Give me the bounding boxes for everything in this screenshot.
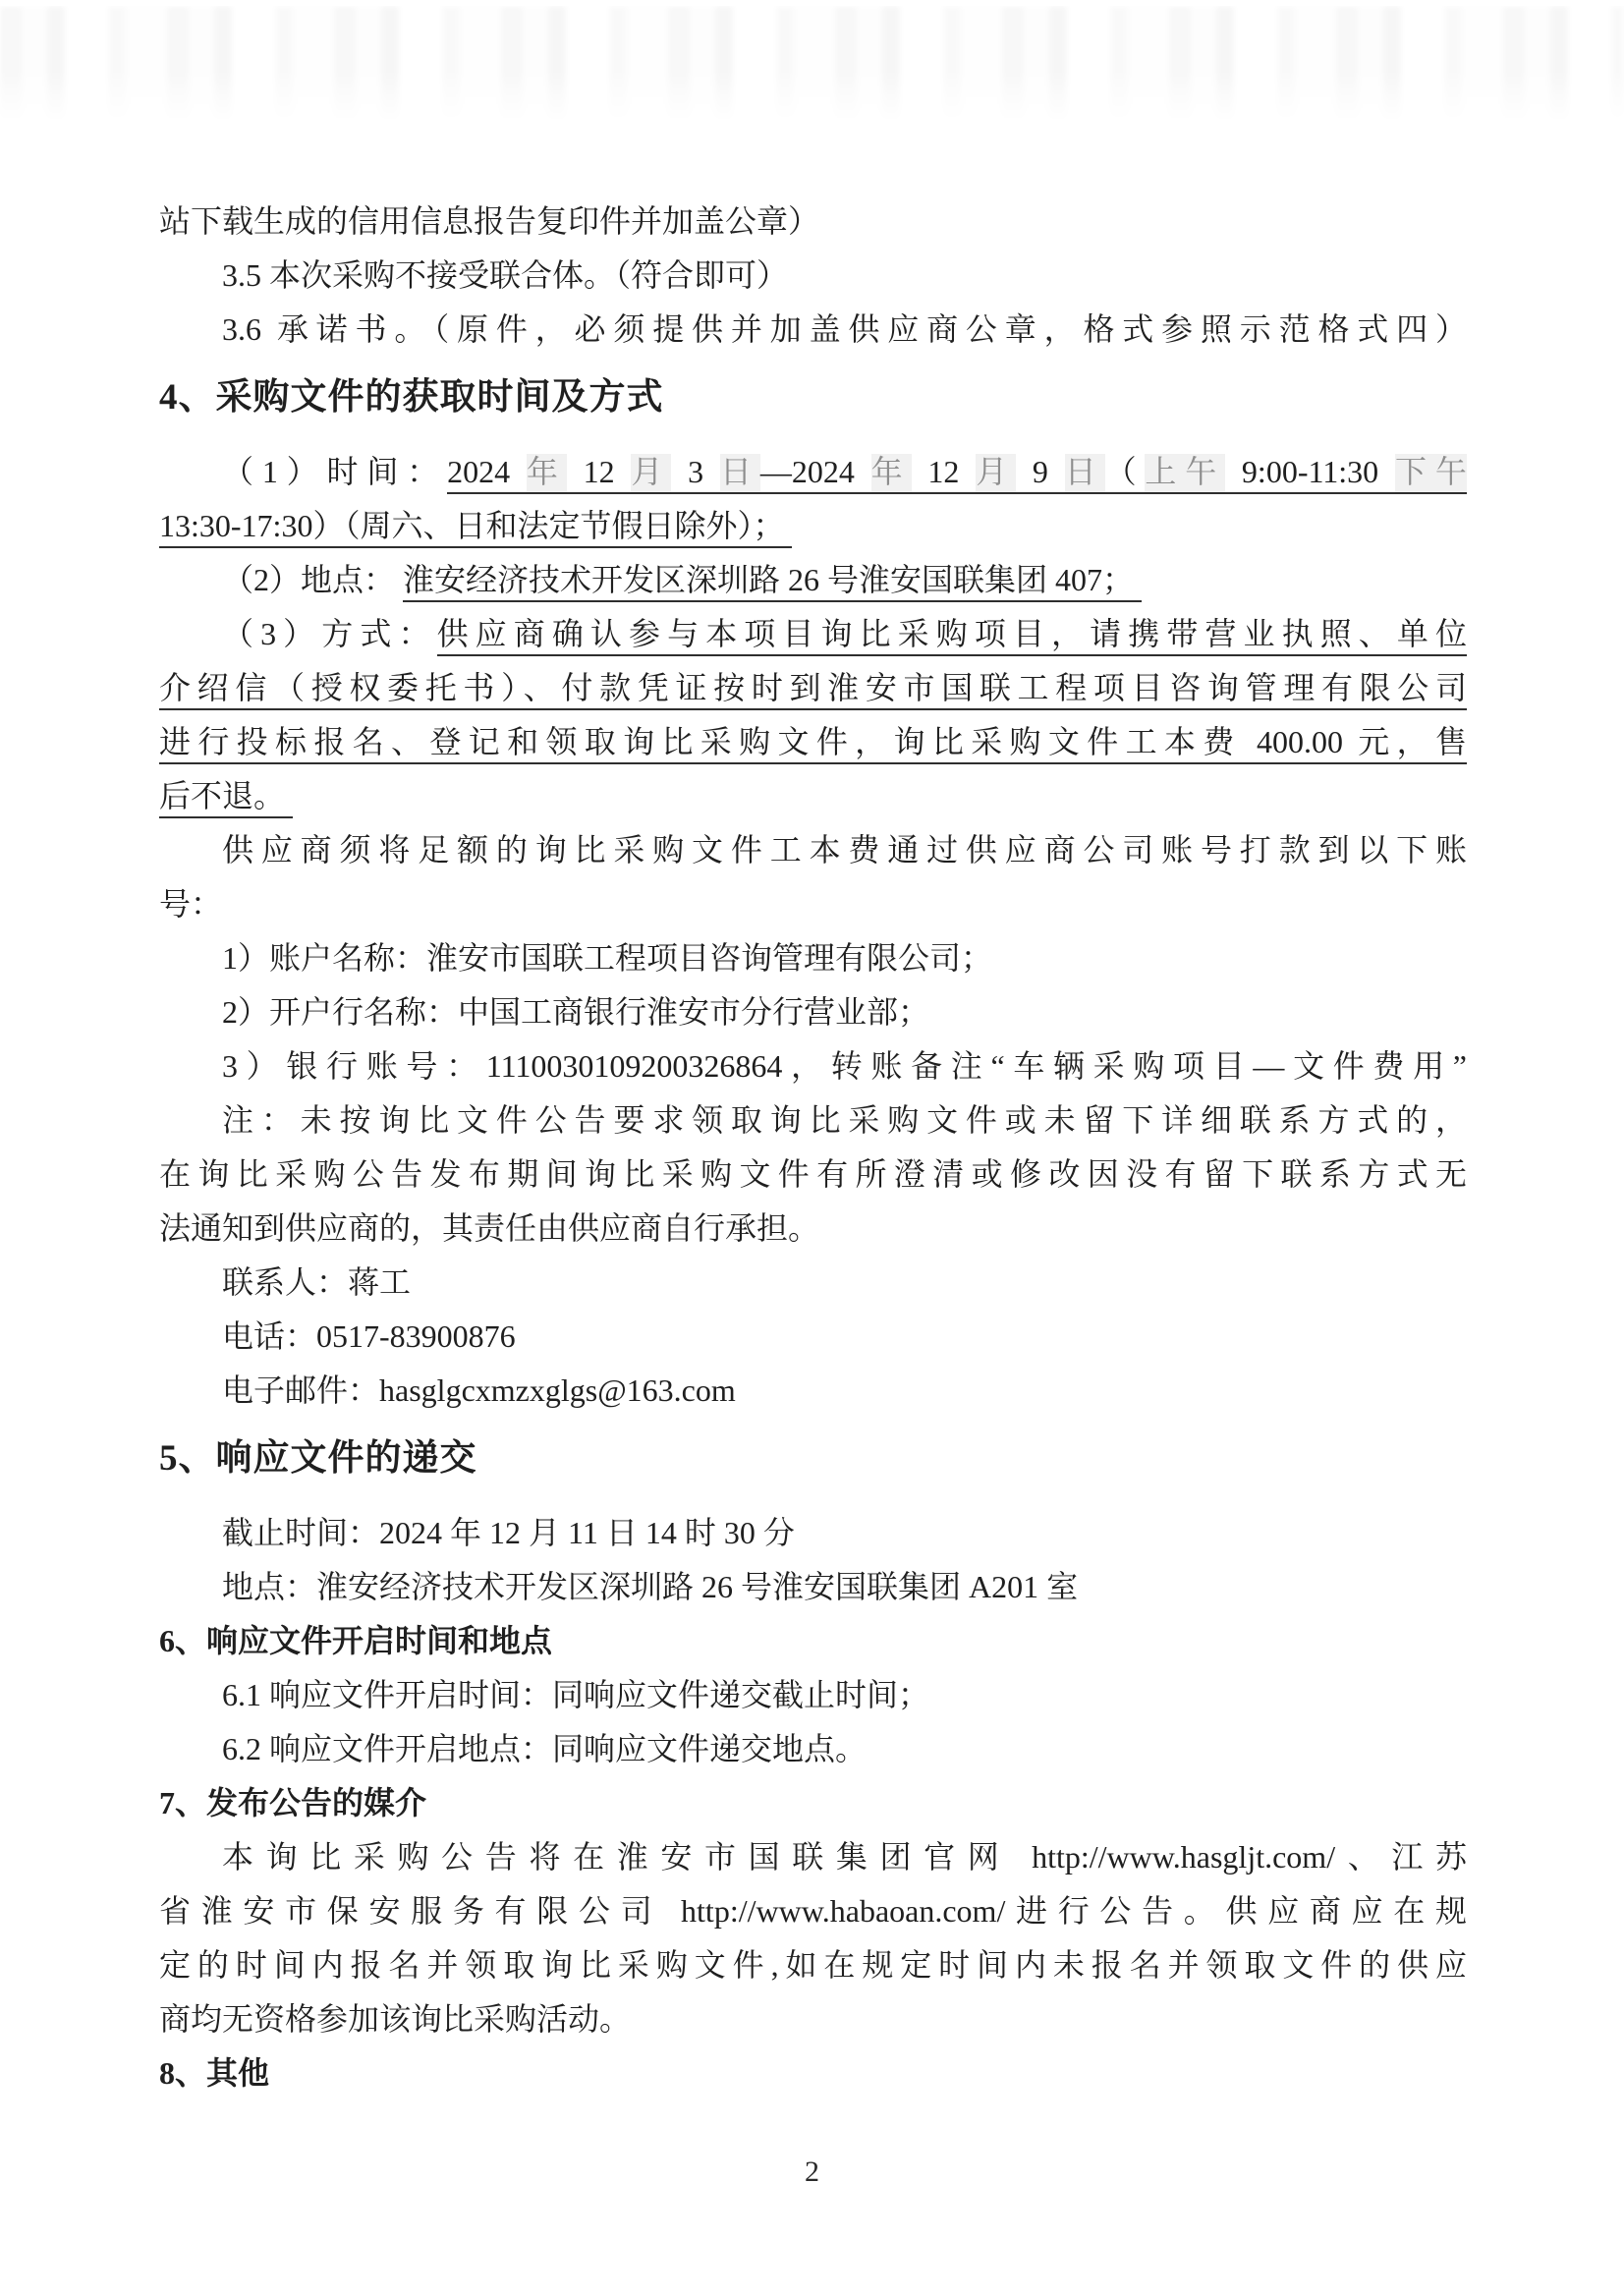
text-segment: 电话： [222, 1318, 317, 1354]
text-segment: 下午 [1395, 454, 1467, 494]
text-segment: 年 [871, 454, 912, 494]
text-segment: 3 [671, 454, 720, 494]
line-obtain-time-2 [159, 499, 1467, 553]
text-segment: 6.1 响应文件开启时间：同响应文件递交截止时间； [222, 1677, 930, 1712]
text-segment: 3.6 承诺书。（原件，必须提供并加盖供应商公章，格式参照示范格式四） [222, 311, 1467, 347]
item-6-1 [159, 1668, 1467, 1722]
email-address: hasglgcxmzxglgs@163.com [379, 1372, 736, 1408]
text-segment: 号： [159, 886, 223, 922]
line-obtain-method-3 [159, 715, 1467, 769]
heading-section-4 [159, 366, 1467, 429]
url-hasgljt: http://www.hasgljt.com/ [1032, 1839, 1336, 1875]
para-payment-1 [159, 823, 1467, 877]
text-segment: 6、响应文件开启时间和地点 [159, 1623, 553, 1658]
item-3-5 [159, 249, 1467, 303]
text-segment: 6.2 响应文件开启地点：同响应文件递交地点。 [222, 1731, 868, 1766]
contact-email [159, 1364, 1467, 1418]
text-segment: 法通知到供应商的，其责任由供应商自行承担。 [159, 1210, 820, 1246]
text-segment: （2）地点： [222, 562, 404, 597]
url-habaoan: http://www.habaoan.com/ [681, 1893, 1006, 1929]
text-segment: 9:00-11:30 [1225, 454, 1395, 494]
note-line-3 [159, 1202, 1467, 1256]
text-segment: 12 [912, 454, 977, 494]
text-segment: 日 [720, 454, 760, 494]
text-segment: （3）方式： [222, 616, 437, 651]
para-media-1 [159, 1830, 1467, 1884]
item-bank-name [159, 985, 1467, 1039]
text-segment: 淮安经济技术开发区深圳路 26 号淮安国联集团 407； [403, 562, 1142, 602]
text-segment: 供应商须将足额的询比采购文件工本费通过供应商公司账号打款到以下账 [222, 832, 1467, 868]
bank-account-number: 1110030109200326864 [485, 1048, 783, 1084]
text-segment: 3.5 本次采购不接受联合体。（符合即可） [222, 257, 789, 293]
scan-bleed-artifact [0, 6, 1624, 124]
text-segment: 日 [1065, 454, 1105, 494]
text-segment: 联系人：蒋工 [222, 1264, 412, 1300]
text-segment: 4、采购文件的获取时间及方式 [159, 377, 664, 418]
text-segment: 、江苏 [1335, 1839, 1467, 1875]
line-submit-deadline [159, 1506, 1467, 1560]
contact-phone [159, 1310, 1467, 1364]
item-6-2 [159, 1722, 1467, 1776]
text-segment: 1）账户名称：淮安市国联工程项目咨询管理有限公司； [222, 940, 993, 976]
text-segment: 本询比采购公告将在淮安市国联集团官网 [222, 1839, 1033, 1875]
line-obtain-method-1 [159, 607, 1467, 661]
text-segment: 9 [1016, 454, 1065, 494]
text-segment: 省淮安市保安服务有限公司 [159, 1893, 682, 1929]
item-bank-account [159, 1039, 1467, 1093]
text-segment: —2024 [760, 454, 871, 494]
text-segment: 供应商确认参与本项目询比采购项目，请携带营业执照、单位 [437, 616, 1467, 656]
heading-section-7 [159, 1776, 1467, 1830]
text-segment: 月 [631, 454, 671, 494]
text-segment: 截止时间：2024 年 12 月 11 日 14 时 30 分 [222, 1515, 795, 1550]
text-segment: 2）开户行名称：中国工商银行淮安市分行营业部； [222, 994, 930, 1030]
line-obtain-location [159, 553, 1467, 607]
text-segment: 定的时间内报名并领取询比采购文件,如在规定时间内未报名并领取文件的供应 [159, 1947, 1467, 1983]
text-segment: 5、响应文件的递交 [159, 1438, 477, 1479]
text-segment: 站下载生成的信用信息报告复印件并加盖公章） [159, 203, 820, 239]
para-media-2 [159, 1884, 1467, 1938]
document-body [159, 195, 1467, 2100]
item-account-name [159, 931, 1467, 985]
note-line-2 [159, 1148, 1467, 1202]
text-segment: 进行投标报名、登记和领取询比采购文件，询比采购文件工本费 400.00 元，售 [159, 724, 1467, 764]
text-segment: 在询比采购公告发布期间询比采购文件有所澄清或修改因没有留下联系方式无 [159, 1156, 1467, 1192]
page-number: 2 [805, 2155, 819, 2188]
text-segment: （ [1105, 454, 1146, 494]
text-segment: 电子邮件： [222, 1372, 380, 1408]
note-line-1 [159, 1093, 1467, 1148]
text-segment: 进行公告。供应商应在规 [1005, 1893, 1467, 1929]
text-segment: 7、发布公告的媒介 [159, 1785, 427, 1820]
para-payment-2 [159, 877, 1467, 931]
text-segment: 注：未按询比文件公告要求领取询比采购文件或未留下详细联系方式的， [222, 1102, 1467, 1138]
line-obtain-time-1 [159, 445, 1467, 499]
text-segment: 地点：淮安经济技术开发区深圳路 26 号淮安国联集团 A201 室 [222, 1569, 1079, 1604]
line-credit-report-continuation [159, 195, 1467, 249]
text-segment: 年 [527, 454, 567, 494]
text-segment: 上午 [1145, 454, 1225, 494]
text-segment: 月 [976, 454, 1016, 494]
contact-person [159, 1256, 1467, 1310]
phone-number: 0517-83900876 [316, 1318, 516, 1354]
text-segment: 2024 [447, 454, 527, 494]
heading-section-8 [159, 2046, 1467, 2100]
line-obtain-method-4 [159, 769, 1467, 823]
heading-section-6 [159, 1614, 1467, 1668]
text-segment: （1）时间： [222, 454, 448, 489]
text-segment: 后不退。 [159, 778, 293, 818]
text-segment: 12 [567, 454, 632, 494]
text-segment: 3）银行账号： [222, 1048, 486, 1084]
line-obtain-method-2 [159, 661, 1467, 715]
heading-section-5 [159, 1427, 1467, 1490]
item-3-6 [159, 303, 1467, 357]
para-media-4 [159, 1992, 1467, 2046]
text-segment: 介绍信（授权委托书）、付款凭证按时到淮安市国联工程项目咨询管理有限公司 [159, 670, 1467, 710]
text-segment: 8、其他 [159, 2055, 270, 2091]
para-media-3 [159, 1938, 1467, 1992]
text-segment: ，转账备注“车辆采购项目—文件费用” [782, 1048, 1467, 1084]
line-submit-location [159, 1560, 1467, 1614]
text-segment: 13:30-17:30）（周六、日和法定节假日除外）； [159, 508, 792, 548]
text-segment: 商均无资格参加该询比采购活动。 [159, 2001, 632, 2037]
